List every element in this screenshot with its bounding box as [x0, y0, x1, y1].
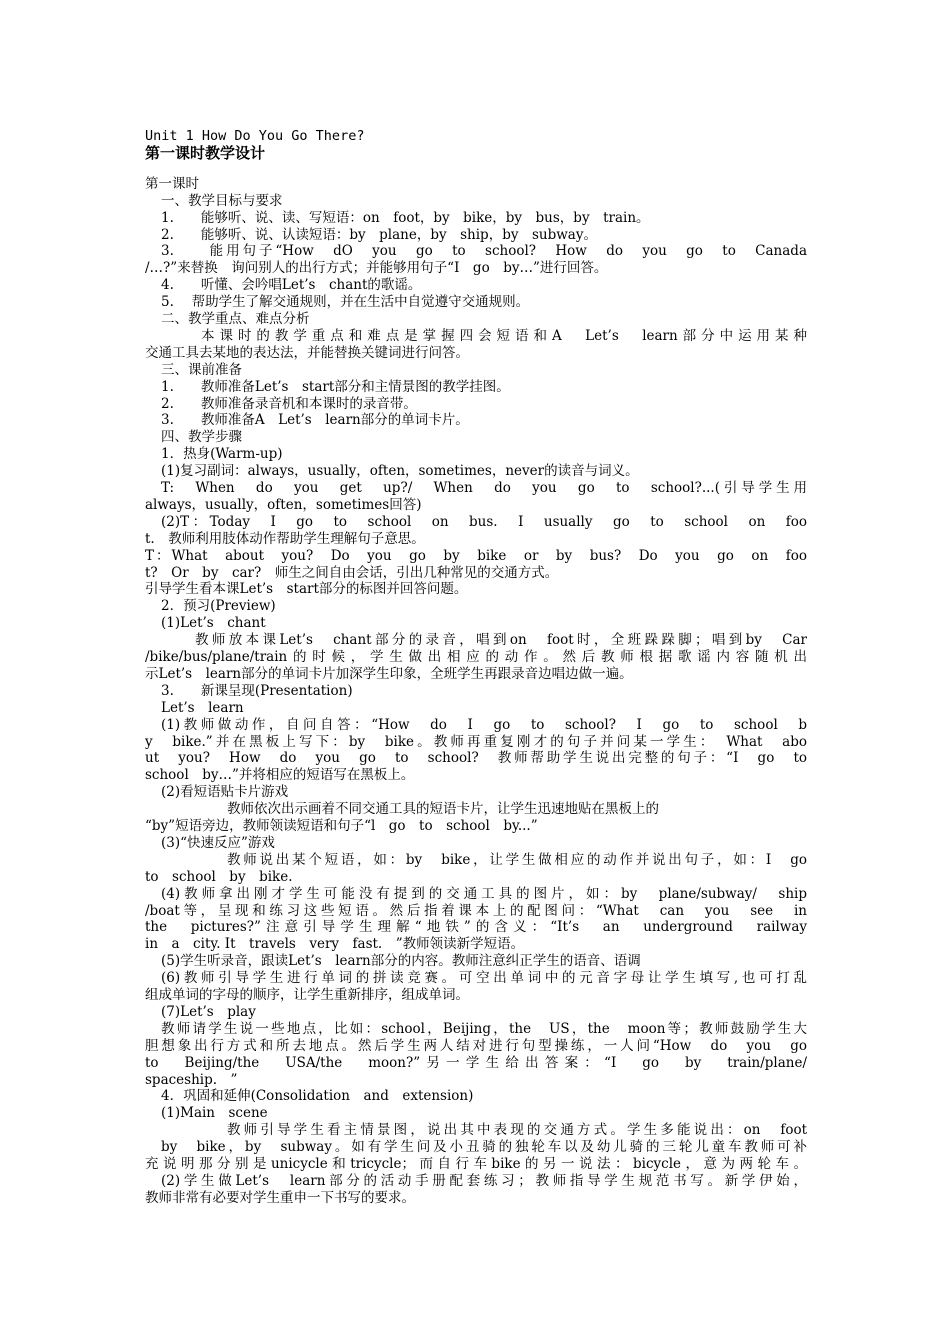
text-line: (1)Let’s chant: [161, 615, 266, 632]
text-line: 胆想象出行方式和所去地点。然后学生两人结对进行句型操练，一人问“How do you go: [145, 1037, 807, 1054]
text-line: (7)Let’s play: [161, 1003, 256, 1020]
text-line: “by”短语旁边，教师领读短语和句子“l go to school by...”: [145, 818, 538, 835]
text-line: /…?”来替换 询问别人的出行方式；并能够用句子“I go by…”进行回答。: [145, 260, 608, 277]
document-page: [145, 128, 807, 1207]
text-line: to school by bike.: [145, 868, 293, 885]
text-line: 1. 能够听、说、读、写短语：on foot，by bike，by bus，by train。: [161, 209, 650, 226]
text-line: T：What about you? Do you go by bike or by bus? Do you go on foo: [145, 547, 807, 564]
text-line: by bike，by subway。如有学生问及小丑骑的独轮车以及幼儿骑的三轮儿童车教师可补: [161, 1139, 807, 1156]
text-line: 充说明那分别是unicycle和tricycle；而自行车bike的另一说法：bicycle，意为两轮车。: [145, 1156, 807, 1173]
text-line: 2. 能够听、说、认读短语：by plane，by ship，by subway。: [161, 226, 597, 243]
text-line: (3)“快速反应”游戏: [161, 835, 275, 851]
text-line: 2. 教师准备录音机和本课时的录音带。: [161, 395, 417, 412]
text-line: 2．预习(Preview): [161, 598, 276, 615]
text-line: (1)复习副词：always，usually，often，sometimes，never的读音与词义。: [161, 463, 639, 480]
text-line: the pictures?”注意引导学生理解“地铁”的含义：“It’s an underground railway: [145, 919, 807, 936]
lesson-design-title: 第一课时教学设计: [145, 143, 266, 162]
text-line: 教师放本课Let’s chant部分的录音，唱到on foot时，全班跺跺脚；唱到by Car: [195, 632, 807, 649]
text-line: 本课时的教学重点和难点是掌握四会短语和A Let’s learn部分中运用某种: [201, 327, 807, 344]
text-line: 4. 听懂、会吟唱Let’s chant的歌谣。: [161, 277, 422, 294]
text-line: T: When do you get up?/ When do you go to school?...(引导学生用: [161, 480, 807, 497]
text-line: 教师依次出示画着不同交通工具的短语卡片，让学生迅速地贴在黑板上的: [227, 801, 659, 818]
text-line: /boat等，呈现和练习这些短语。然后指着课本上的配图问：“What can you see in: [145, 902, 807, 919]
text-line: 交通工具去某地的表达法，并能替换关键词进行问答。: [145, 344, 469, 361]
text-line: 教师非常有必要对学生重申一下书写的要求。: [145, 1189, 415, 1206]
text-line: 二、教学重点、难点分析: [161, 311, 310, 328]
text-line: 示Let’s learn部分的单词卡片加深学生印象，全班学生再跟录音边唱边做一遍。: [145, 665, 633, 682]
text-line: (1)教师做动作，自问自答：“How do I go to school? I go to school b: [161, 716, 807, 733]
text-line: 教师说出某个短语，如：by bike，让学生做相应的动作并说出句子，如：I go: [227, 851, 807, 868]
text-line: y bike.”并在黑板上写下：by bike。教师再重复刚才的句子并问某一学生： What abo: [145, 733, 807, 750]
text-line: t? Or by car? 师生之间自由会话，引出几种常见的交通方式。: [145, 564, 559, 581]
text-line: t. 教师利用肢体动作帮助学生理解句子意思。: [145, 530, 425, 547]
text-line: spaceship. ”: [145, 1071, 238, 1088]
text-line: 5. 帮助学生了解交通规则，并在生活中自觉遵守交通规则。: [161, 294, 530, 311]
text-line: (2)学生做Let’s learn部分的活动手册配套练习；教师指导学生规范书写。新学伊始，: [161, 1172, 807, 1189]
text-line: (5)学生听录音，跟读Let’s learn部分的内容。教师注意纠正学生的语音、语调: [161, 953, 641, 970]
text-line: always，usually，often，sometimes回答): [145, 496, 422, 513]
text-line: 教师引导学生看主情景图，说出其中表现的交通方式。学生多能说出：on foot: [227, 1122, 807, 1139]
text-line: (6)教师引导学生进行单词的拼读竞赛。可空出单词中的元音字母让学生填写,也可打乱: [161, 970, 807, 987]
text-line: (1)Main scene: [161, 1105, 268, 1122]
text-line: 三、课前准备: [161, 361, 242, 378]
text-line: 3. 新课呈现(Presentation): [161, 682, 353, 699]
text-line: 1．热身(Warm-up): [161, 446, 283, 463]
text-line: ut you? How do you go to school? 教师帮助学生说出完整的句子：“I go to: [145, 750, 807, 767]
text-line: 四、教学步骤: [161, 429, 242, 446]
document-body: [145, 176, 807, 1207]
text-line: 引导学生看本课Let’s start部分的标图并回答问题。: [145, 581, 468, 598]
text-line: (2)看短语贴卡片游戏: [161, 784, 289, 801]
unit-title: Unit 1 How Do You Go There?: [145, 128, 365, 144]
text-line: in a city. It travels very fast. ”教师领读新学短语。: [145, 936, 525, 953]
text-line: 3. 教师准备A Let’s learn部分的单词卡片。: [161, 412, 469, 429]
text-line: 教师请学生说一些地点，比如：school，Beijing，the US，the moon等；教师鼓励学生大: [161, 1020, 807, 1037]
text-line: 4．巩固和延伸(Consolidation and extension): [161, 1088, 474, 1105]
text-line: school by…”并将相应的短语写在黑板上。: [145, 767, 415, 784]
text-line: 3. 能用句子“How dO you go to school? How do you go to Canada: [161, 243, 807, 260]
text-line: 1. 教师准备Let’s start部分和主情景图的教学挂图。: [161, 378, 510, 395]
text-line: (2)T：Today I go to school on bus. I usually go to school on foo: [161, 513, 807, 530]
text-line: (4)教师拿出刚才学生可能没有提到的交通工具的图片，如：by plane/subway/ ship: [161, 885, 807, 902]
text-line: /bike/bus/plane/train的时候，学生做出相应的动作。然后教师根据歌谣内容随机出: [145, 649, 807, 666]
text-line: to Beijing/the USA/the moon?”另一学生给出答案：“I go by train/plane/: [145, 1054, 807, 1071]
text-line: 一、教学目标与要求: [161, 192, 283, 209]
text-line: Let’s learn: [161, 699, 244, 716]
text-line: 组成单词的字母的顺序，让学生重新排序，组成单词。: [145, 987, 469, 1004]
text-line: 第一课时: [145, 175, 199, 192]
